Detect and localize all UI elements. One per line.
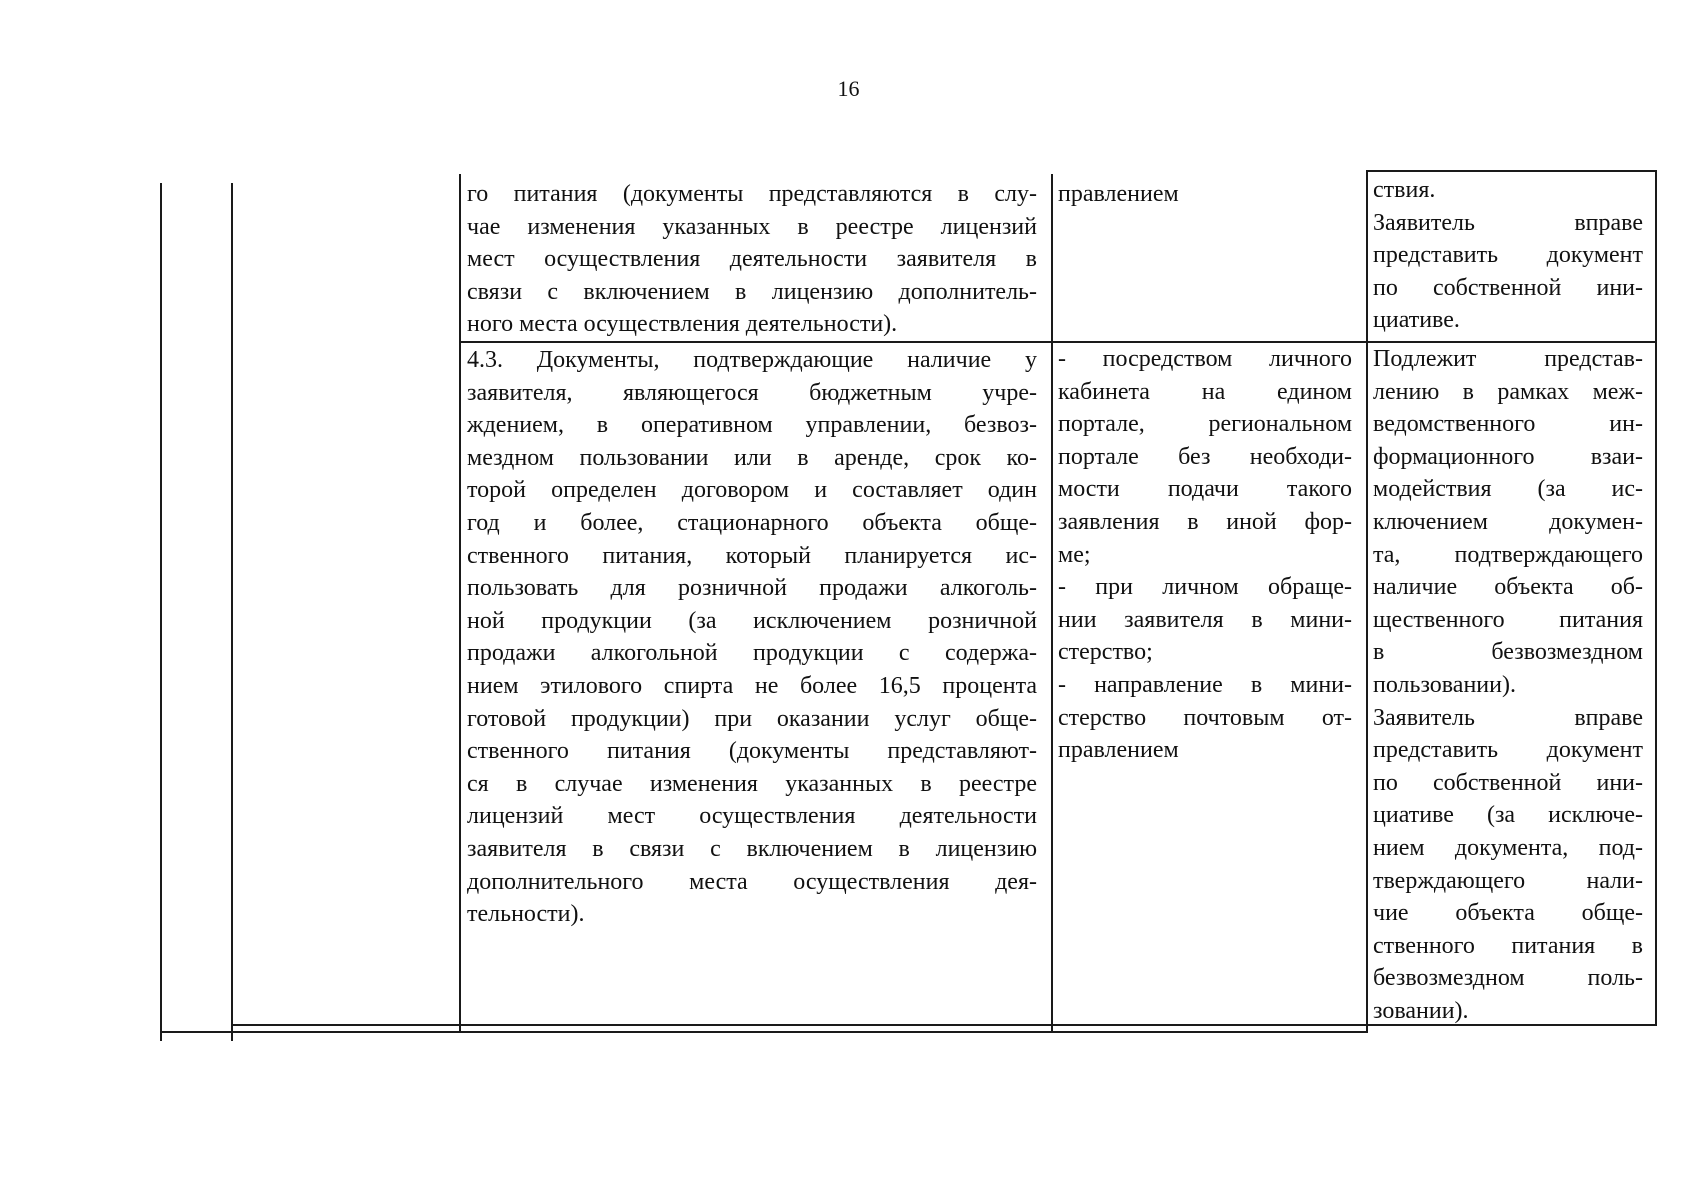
page-number: 16 (837, 76, 860, 101)
text-line: го питания (документы представляются в слу- (467, 181, 1037, 207)
text-line: та, подтверждающего (1373, 541, 1643, 568)
table-border-left-outer (160, 183, 162, 1041)
text-line: ной продукции (за исключением розничной (467, 607, 1037, 634)
text-line: портале, региональном (1058, 411, 1352, 438)
row1-note-cell (1373, 174, 1643, 337)
text-line: - посредством личного (1058, 346, 1352, 372)
text-line: зовании). (1373, 997, 1469, 1024)
text-line: представить документ (1373, 242, 1643, 269)
row2-document-cell (467, 344, 1037, 931)
row1-method-cell (1058, 178, 1352, 211)
row2-method-cell (1058, 343, 1352, 767)
text-line: 4.3. Документы, подтверждающие наличие у (467, 347, 1037, 373)
text-line: Подлежит представ- (1373, 346, 1643, 372)
text-line: нием этилового спирта не более 16,5 процента (467, 672, 1037, 699)
text-line: ме; (1058, 541, 1091, 568)
text-line: стерство; (1058, 639, 1153, 666)
text-line: пользовании). (1373, 671, 1516, 698)
text-line: пользовать для розничной продажи алкоголь- (467, 575, 1037, 602)
table-border-bottom-outer (160, 1031, 1368, 1033)
text-line: нием документа, под- (1373, 834, 1643, 861)
text-line: готовой продукции) при оказании услуг обще- (467, 705, 1037, 732)
text-line: в безвозмездном (1373, 639, 1643, 666)
text-line: циативе (за исключе- (1373, 802, 1643, 829)
text-line: циативе. (1373, 307, 1460, 334)
text-line: ся в случае изменения указанных в реестре (467, 770, 1037, 797)
text-line: дополнительного места осуществления дея- (467, 868, 1037, 895)
text-line: - при личном обраще- (1058, 574, 1352, 601)
text-line: тельности). (467, 901, 585, 928)
text-line: - направление в мини- (1058, 671, 1352, 698)
text-line: ключением докумен- (1373, 508, 1643, 535)
table-border-right (1655, 170, 1657, 1024)
text-line: ждением, в оперативном управлении, безвоз- (467, 412, 1037, 439)
text-line: ного места осуществления деятельности). (467, 311, 898, 338)
text-line: тверждающего нали- (1373, 867, 1643, 894)
text-line: год и более, стационарного объекта обще- (467, 509, 1037, 536)
text-line: ведомственного ин- (1373, 411, 1643, 438)
text-line: Заявитель вправе (1373, 209, 1643, 236)
text-line: правлением (1058, 737, 1179, 764)
text-line: ственного питания (документы представляют- (467, 738, 1037, 765)
text-line: заявления в иной фор- (1058, 508, 1352, 535)
table-border-col-document (459, 174, 461, 1032)
table-border-col-note (1366, 172, 1368, 1032)
table-border-left-inner (231, 183, 233, 1041)
row1-document-cell (467, 178, 1037, 341)
text-line: правлением (1058, 181, 1179, 207)
text-line: наличие объекта об- (1373, 574, 1643, 601)
text-line: ственного питания, который планируется ис- (467, 542, 1037, 569)
text-line: Заявитель вправе (1373, 704, 1643, 731)
text-line: продажи алкогольной продукции с содержа- (467, 640, 1037, 667)
text-line: лению в рамках меж- (1373, 378, 1643, 405)
text-line: лицензий мест осуществления деятельности (467, 803, 1037, 830)
text-line: безвозмездном поль- (1373, 965, 1643, 992)
text-line: стерство почтовым от- (1058, 704, 1352, 731)
text-line: заявителя, являющегося бюджетным учре- (467, 379, 1037, 406)
text-line: представить документ (1373, 737, 1643, 764)
text-line: чае изменения указанных в реестре лицензий (467, 213, 1037, 240)
text-line: ствия. (1373, 177, 1436, 203)
text-line: кабинета на едином (1058, 378, 1352, 405)
text-line: ственного питания в (1373, 932, 1643, 959)
text-line: мости подачи такого (1058, 476, 1352, 503)
text-line: по собственной ини- (1373, 769, 1643, 796)
text-line: портале без необходи- (1058, 443, 1352, 470)
text-line: мездном пользовании или в аренде, срок ко- (467, 444, 1037, 471)
table-border-top (1366, 170, 1657, 172)
text-line: щественного питания (1373, 606, 1643, 633)
text-line: связи с включением в лицензию дополнитель- (467, 278, 1037, 305)
text-line: торой определен договором и составляет один (467, 477, 1037, 504)
text-line: чие объекта обще- (1373, 900, 1643, 927)
text-line: по собственной ини- (1373, 274, 1643, 301)
text-line: заявителя в связи с включением в лицензию (467, 835, 1037, 862)
row2-note-cell (1373, 343, 1643, 1027)
table-border-col-method (1051, 174, 1053, 1032)
text-line: нии заявителя в мини- (1058, 606, 1352, 633)
text-line: формационного взаи- (1373, 443, 1643, 470)
text-line: мест осуществления деятельности заявителя в (467, 246, 1037, 273)
text-line: модействия (за ис- (1373, 476, 1643, 503)
